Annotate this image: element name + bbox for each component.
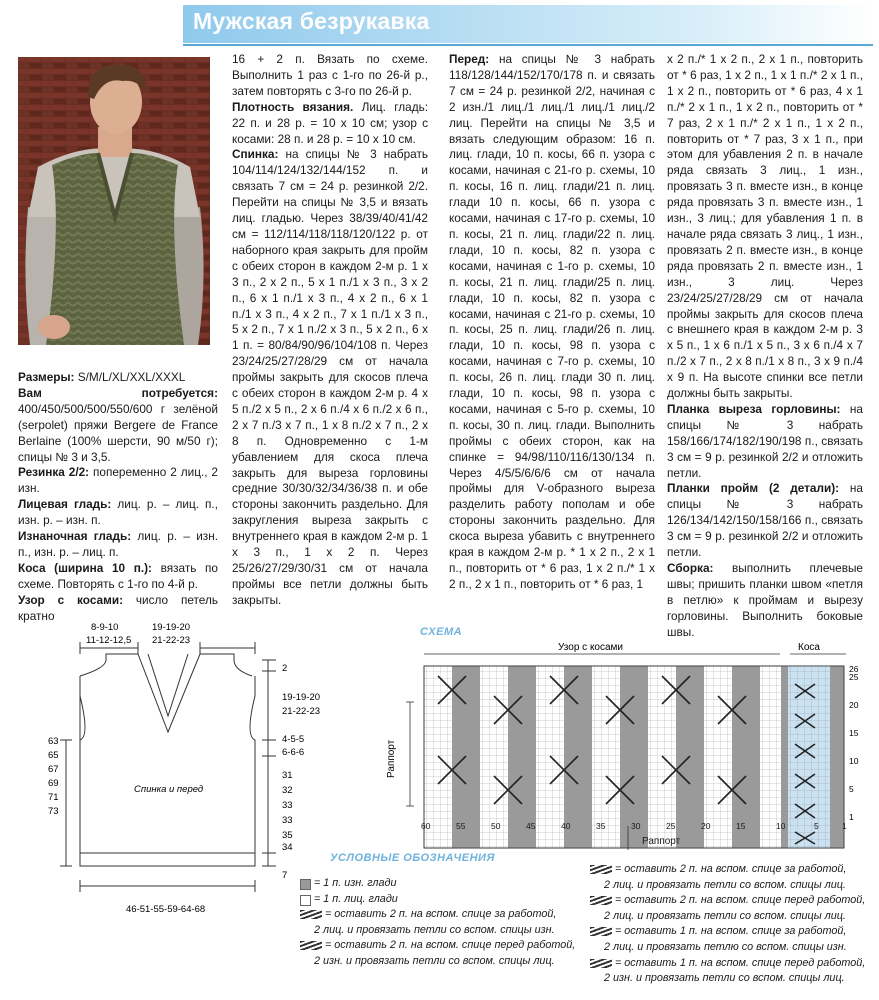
chart-col-40: 40 xyxy=(561,821,571,831)
chart-column-labels xyxy=(415,821,875,833)
stockinette-paragraph xyxy=(18,497,218,529)
dim-bottom-width: 46-51-55-59-64-68 xyxy=(126,904,206,915)
chart-repeat-vertical: Раппорт xyxy=(386,739,397,778)
materials-paragraph xyxy=(18,386,218,466)
armband-paragraph xyxy=(667,481,863,561)
title-underline xyxy=(183,44,873,46)
armband-text: на спицы № 3 набрать 126/134/142/150/158/166 п., связать 3 см = 9 р. резинкой 2/2 и отложить петли. xyxy=(667,481,863,560)
legend-cable-5: = оставить 1 п. на вспом. спице за работой, xyxy=(590,924,872,940)
sizes-paragraph xyxy=(18,370,218,386)
chart-col-60: 60 xyxy=(421,821,431,831)
cable-paragraph xyxy=(18,561,218,593)
dim-rib: 7 xyxy=(282,870,288,881)
page-title: Мужская безрукавка xyxy=(193,8,430,34)
materials-text: 400/450/500/500/550/600 г зелёной (serpolet) пряжи Bergere de France Berlaine (100% шерсти, 90 м/50 г); спицы № 3 и 3,5. xyxy=(18,401,218,464)
back-paragraph xyxy=(232,147,428,608)
rib-paragraph xyxy=(18,465,218,497)
text-column-3 xyxy=(449,52,655,593)
model-photo-illustration xyxy=(18,57,210,345)
dim-height-2: 67 xyxy=(48,764,59,775)
chart-col-30: 30 xyxy=(631,821,641,831)
dim-body-5: 34 xyxy=(282,842,293,853)
dim-armhole-1: 19-19-20 xyxy=(282,692,320,703)
chart-row-15: 15 xyxy=(849,728,859,738)
text-column-2 xyxy=(232,52,428,609)
legend-cable-1: = оставить 2 п. на вспом. спице за работой, xyxy=(300,907,576,923)
garment-schematic xyxy=(0,616,320,916)
front-label: Перед: xyxy=(449,52,490,66)
dim-body-2: 33 xyxy=(282,800,293,811)
front-paragraph xyxy=(449,52,655,593)
chart-row-1: 1 xyxy=(849,812,854,822)
pattern-continued: 16 + 2 п. Вязать по схеме. Выполнить 1 раз с 1-го по 26-й р., затем повторять с 3-го по 26-й р. xyxy=(232,52,428,98)
cable-2-2-front-icon xyxy=(590,896,612,905)
chart-pattern-label: Узор с косами xyxy=(558,642,624,653)
dim-body-3: 33 xyxy=(282,815,293,826)
materials-label: Вам потребуется: xyxy=(18,385,218,400)
chart-col-1: 1 xyxy=(842,821,847,831)
neckband-paragraph xyxy=(667,402,863,482)
stockinette-label: Лицевая гладь: xyxy=(18,497,112,512)
armband-label: Планки пройм (2 детали): xyxy=(667,481,840,496)
chart-cable-label: Коса xyxy=(798,642,820,653)
cable-front-symbol-icon xyxy=(300,941,322,950)
legend-left xyxy=(300,876,576,970)
cable-1-2-back-icon xyxy=(590,927,612,936)
legend-purl: = 1 п. изн. глади xyxy=(300,876,576,892)
knit-symbol-icon xyxy=(300,895,311,906)
chart-col-35: 35 xyxy=(596,821,606,831)
cable-text: вязать по схеме. Повторять с 1-го по 4-й р. xyxy=(18,560,218,591)
chart-col-55: 55 xyxy=(456,821,466,831)
dim-top-left-2: 11-12-12,5 xyxy=(86,635,132,646)
sizes-label: Размеры: xyxy=(18,370,75,384)
neckband-label: Планка выреза горловины: xyxy=(667,401,841,416)
schematic-center-label: Спинка и перед xyxy=(134,784,204,795)
legend-title: УСЛОВНЫЕ ОБОЗНАЧЕНИЯ xyxy=(330,852,495,864)
dim-body-0: 31 xyxy=(282,770,293,781)
dim-height-5: 73 xyxy=(48,806,59,817)
pattern-label: Узор с косами: xyxy=(18,592,124,607)
legend-cable-2: = оставить 2 п. на вспом. спице перед работой, xyxy=(300,938,576,954)
gauge-label: Плотность вязания. xyxy=(232,99,354,114)
neckband-text: на спицы № 3 набрать 158/166/174/182/190/198 п., связать 3 см = 9 р. резинкой 2/2 и отложить петли. xyxy=(667,401,863,480)
back-text: на спицы № 3 набрать 104/114/124/132/144/152 п. и связать 7 см = 24 р. резинкой 2/2. Перейти на спицы № 3,5 и вязать лиц. гладью. Через 38/39/40/41/42 см = 112/114/118/118/120/122 р. от наборного края закрыть для пройм с обеих сторон в каждом 2-м р. 1 х 3 п., 2 х 2 п., 5 х 1 п./1 х 3 п., 3 х 2 п., 6 х 1 п./1 х 3 п., 4 х 2 п., 6 х 1 п./1 х 3 п., 4 х 2 п., 7 х 1 п./1 х 3 п., 5 х 2 п., 7 х 1 п./2 х 3 п., 5 х 2 п., 6 х 1 п. = 80/84/90/96/104/108 п. Через 23/24/25/27/28/29 см от начала проймы закрыть для скосов плеча с обеих сторон в каждом 2-м р. 4 х 5 п./2 х 5 п., 2 х 6 п./4 х 6 п./2 х 6 п., 2 х 7 п./3 х 7 п., 1 х 8 п./2 х 7 п., 2 х 8 п. Одновременно с 1-м убавлением для скоса плеча закрыть для выреза горловины средние 30/30/32/34/36/38 п. и обе стороны закончить раздельно. Для закругления выреза закрыть с внутреннего края в каждом 2-м р. 1 х 3 п., 1 х 2 п. Через 25/26/27/29/30/31 см от начала проймы все петли должны быть закрыты. xyxy=(232,147,428,607)
chart-col-15: 15 xyxy=(736,821,746,831)
sizes-text: S/M/L/XL/XXL/XXXL xyxy=(74,370,186,384)
legend-cable-2-cont: 2 изн. и провязать петли со вспом. спицы лиц. xyxy=(314,954,555,967)
chart-row-25: 25 xyxy=(849,672,859,682)
reverse-label: Изнаночная гладь: xyxy=(18,529,132,544)
chart-col-5: 5 xyxy=(814,821,819,831)
legend-cable-6: = оставить 1 п. на вспом. спице перед работой, xyxy=(590,956,872,972)
dim-top-left-1: 8-9-10 xyxy=(91,622,119,633)
rib-label: Резинка 2/2: xyxy=(18,465,90,480)
dim-armhole-2: 21-22-23 xyxy=(282,706,320,717)
dim-neck-1: 4-5-5 xyxy=(282,734,305,745)
dim-top-right-1: 19-19-20 xyxy=(152,622,191,633)
dim-neck-2: 6-6-6 xyxy=(282,747,305,758)
dim-height-4: 71 xyxy=(48,792,59,803)
legend-cable-3: = оставить 2 п. на вспом. спице за работой, xyxy=(590,862,872,878)
schema-title: СХЕМА xyxy=(420,626,463,638)
cable-label: Коса (ширина 10 п.): xyxy=(18,560,152,575)
assembly-label: Сборка: xyxy=(667,561,714,575)
chart-row-20: 20 xyxy=(849,700,859,710)
cable-back-symbol-icon xyxy=(300,910,322,919)
gauge-text: Лиц. гладь: 22 п. и 28 р. = 10 х 10 см; узор с косами: 28 п. и 28 р. = 10 х 10 см. xyxy=(232,99,429,146)
stockinette-text: лиц. р. – лиц. п., изн. р. – изн. п. xyxy=(18,497,218,528)
chart-row-26: 26 xyxy=(849,664,859,674)
title-banner xyxy=(183,5,873,43)
cable-1-2-front-icon xyxy=(590,959,612,968)
model-photo xyxy=(18,57,210,345)
dim-height-3: 69 xyxy=(48,778,59,789)
legend-cable-5-cont: 2 лиц. и провязать петлю со вспом. спицы изн. xyxy=(604,940,847,953)
legend-right xyxy=(590,862,872,987)
chart-col-20: 20 xyxy=(701,821,711,831)
legend-cable-4: = оставить 2 п. на вспом. спице перед работой, xyxy=(590,893,872,909)
back-label: Спинка: xyxy=(232,147,279,162)
dim-height-0: 63 xyxy=(48,736,59,747)
gauge-paragraph xyxy=(232,100,428,148)
cable-2-2-back-icon xyxy=(590,865,612,874)
knitting-chart xyxy=(370,636,870,850)
front-continued: х 2 п./* 1 х 2 п., 2 х 1 п., повторить от * 6 раз, 1 х 2 п., 1 х 1 п./* 2 х 1 п., 1 х 2 п., повторить от * 6 раз, 4 х 1 п./* 2 х 1 п., 1 х 2 п., повторить от * 7 раз, 2 х 1 п./* 2 х 1 п., 1 х 2 п., повторить от * 7 раз, 3 х 1 п., при этом для убавления 2 п. в начале ряда связать 3 лиц., 1 изн., провязать 3 п. вместе изн., в конце ряда провязать 3 п. вместе изн., 1 изн., 3 лиц.; для убавления 1 п. в начале ряда связать 3 лиц., 1 изн., провязать 2 п. вместе изн., в конце ряда провязать 2 п. вместе изн., 1 изн., 3 лиц. Через 23/24/25/27/28/29 см от начала проймы закрыть для скосов плеча с внешнего края в каждом 2-м р. 3 х 5 п., 1 х 6 п./1 х 5 п., 3 х 6 п./4 х 7 п./2 х 7 п., 2 х 8 п./1 х 8 п., 3 х 9 п./4 х 9 п. На высоте спинки все петли должны быть закрыты. xyxy=(667,52,863,401)
pattern-text: число петель кратно xyxy=(18,592,218,623)
legend-cable-4-cont: 2 лиц. и провязать петли со вспом. спицы лиц. xyxy=(604,909,846,922)
chart-col-45: 45 xyxy=(526,821,536,831)
assembly-paragraph xyxy=(667,561,863,641)
chart-row-5: 5 xyxy=(849,784,854,794)
legend-cable-6-cont: 2 изн. и провязать петли со вспом. спицы лиц. xyxy=(604,972,845,985)
chart-col-25: 25 xyxy=(666,821,676,831)
legend-cable-3-cont: 2 лиц. и провязать петли со вспом. спицы лиц. xyxy=(604,878,846,891)
assembly-text: выполнить плечевые швы; пришить планки швом «петля в петлю» к проймам и вырезу горловины. Выполнить боковые швы. xyxy=(667,561,863,639)
legend-cable-1-cont: 2 лиц. и провязать петли со вспом. спицы изн. xyxy=(314,923,555,936)
reverse-paragraph xyxy=(18,529,218,561)
text-column-1 xyxy=(18,370,218,625)
dim-body-4: 35 xyxy=(282,830,293,841)
dim-body-1: 32 xyxy=(282,785,293,796)
rib-text: попеременно 2 лиц., 2 изн. xyxy=(18,465,218,496)
legend-knit: = 1 п. лиц. глади xyxy=(300,892,576,908)
purl-symbol-icon xyxy=(300,879,311,890)
chart-col-50: 50 xyxy=(491,821,501,831)
chart-col-10: 10 xyxy=(776,821,786,831)
dim-height-1: 65 xyxy=(48,750,59,761)
text-column-4 xyxy=(667,52,863,641)
reverse-text: лиц. р. – изн. п., изн. р. – лиц. п. xyxy=(18,529,218,559)
dim-top-right-2: 21-22-23 xyxy=(152,635,191,646)
dim-shoulder: 2 xyxy=(282,663,288,674)
front-text: на спицы № 3 набрать 118/128/144/152/170/178 п. и связать 7 см = 24 р. резинкой 2/2, начиная с 2 изн./1 лиц./1 лиц./1 лиц./1 лиц./2 лиц. Перейти на спицы № 3,5 и вязать следующим образом: 16 п. лиц. глади, 10 п. косы, 66 п. узора с косами, начиная с 21-го р. схемы, 10 п. косы, 16 п. лиц. глади/21 п. лиц. глади 10 п. косы, 66 п. узора с косами, начиная с 17-го р. схемы, 10 п. косы, 21 п. лиц. глади/22 п. лиц. глади, 10 п. косы, 82 п. узора с косами, начиная с 1-го р. схемы, 10 п. косы, 21 п. лиц. глади/25 п. лиц. глади, 10 п. косы, 82 п. узора с косами, начиная с 21-го р. схемы, 10 п. косы, 25 п. лиц. глади/26 п. лиц. глади, 10 п. косы, 98 п. узора с косами, начиная с 7-го р. схемы, 10 п. косы, 26 п. лиц. глади 30 п. лиц. глади, 10 п. косы, 98 п. узора с косами, начиная с 5-го р. схемы, 10 п. косы, 30 п. лиц. глади. Выполнить проймы с обеих сторон, как на спинке = 94/98/110/116/130/134 п. Через 4/5/5/6/6/6 см от начала проймы для V-образного выреза разделить работу пополам и обе стороны закончить раздельно. Для скоса выреза убавить с внутреннего края в каждом 2-м р. * 1 х 2 п., 2 х 1 п., повторить от * 6 раз, 1 х 2 п./* 1 х 2 п., 2 х 1 п., повторить от * 6 раз, 1 xyxy=(449,52,655,591)
chart-repeat-horizontal: Раппорт xyxy=(642,836,681,847)
chart-row-10: 10 xyxy=(849,756,859,766)
